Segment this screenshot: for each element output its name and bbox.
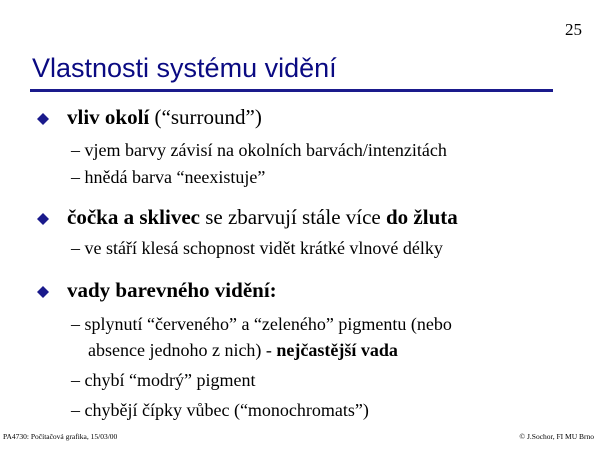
diamond-bullet-icon — [37, 213, 49, 225]
bullet-text: se zbarvují stále více — [199, 205, 386, 229]
footer-copyright: © J.Sochor, FI MU Brno — [519, 432, 594, 441]
diamond-bullet-icon — [37, 286, 49, 298]
bullet-bold-text: vliv okolí — [67, 105, 150, 129]
sub-item: – splynutí “červeného” a “zeleného” pigmentu (nebo — [71, 314, 452, 334]
sub-text: absence jednoho z nich) - — [88, 340, 277, 360]
sub-item: – chybějí čípky vůbec (“monochromats”) — [71, 400, 369, 420]
bullet-bold-text: vady barevného vidění: — [67, 278, 277, 302]
bullet-vady — [67, 278, 277, 303]
bullet-bold-text: čočka a sklivec — [67, 205, 200, 229]
page-number: 25 — [565, 20, 582, 39]
sub-item: – chybí “modrý” pigment — [71, 370, 256, 390]
sub-bold-text: nejčastější vada — [276, 340, 398, 360]
bullet-bold-text: do žluta — [386, 205, 458, 229]
title-underline — [30, 89, 553, 92]
footer-course: PA4730: Počítačová grafika, 15/03/00 — [3, 432, 118, 441]
bullet-vliv-okoli — [67, 105, 262, 130]
sub-item: – hnědá barva “neexistuje” — [71, 167, 266, 187]
bullet-text: (“surround”) — [149, 105, 262, 129]
sub-item-continuation — [88, 340, 398, 361]
bullet-cocka — [67, 205, 458, 230]
sub-item: – vjem barvy závisí na okolních barvách/intenzitách — [71, 140, 447, 160]
diamond-bullet-icon — [37, 113, 49, 125]
sub-item: – ve stáří klesá schopnost vidět krátké vlnové délky — [71, 238, 443, 258]
slide-title: Vlastnosti systému vidění — [32, 53, 337, 83]
